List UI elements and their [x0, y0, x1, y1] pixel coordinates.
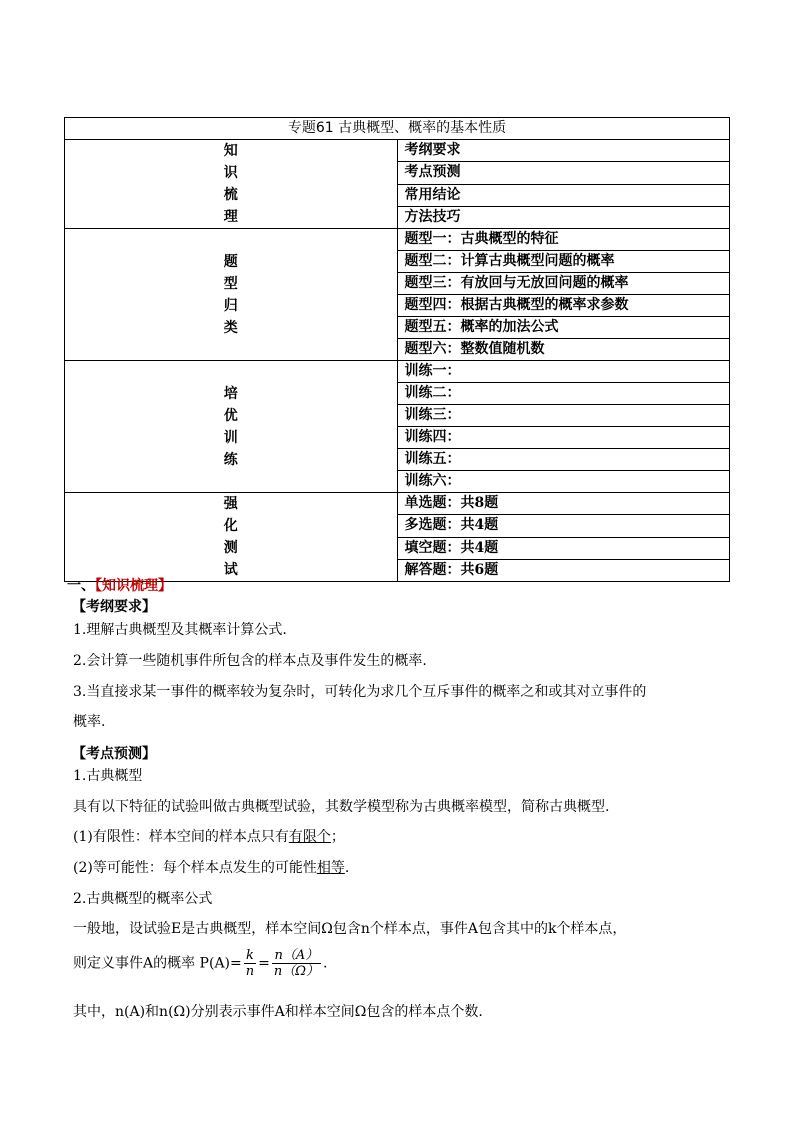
outline-row [65, 229, 730, 251]
finiteness-post: ； [330, 829, 345, 845]
finiteness-line [73, 827, 345, 847]
equal-likelihood-pre: (2)等可能性：每个样本点发生的可能性 [73, 860, 317, 876]
formula-line-2 [73, 948, 327, 979]
equal-likelihood-answer: 相等 [316, 860, 345, 876]
outline-item: 方法技巧 [397, 206, 730, 228]
category-char: 优 [223, 407, 238, 424]
category-char: 梳 [223, 187, 238, 203]
outline-item: 训练三： [397, 405, 730, 427]
category-char: 型 [223, 275, 238, 292]
finiteness-pre: (1)有限性：样本空间的样本点只有 [73, 829, 289, 845]
outline-item: 题型一：古典概型的特征 [397, 229, 730, 251]
outline-category-label [65, 493, 398, 582]
kagang-line-2: 2.会计算一些随机事件所包含的样本点及事件发生的概率. [73, 653, 427, 669]
category-char: 培 [223, 385, 238, 402]
kagang-heading: 【考纲要求】 [72, 599, 156, 615]
category-char: 知 [223, 143, 238, 159]
section-title: 【知识梳理】 [95, 578, 172, 594]
outline-title: 专题61 古典概型、概率的基本性质 [65, 118, 730, 140]
outline-item: 题型五：概率的加法公式 [397, 317, 730, 339]
fraction-nA-over-nOmega [272, 948, 321, 979]
outline-category-label [65, 229, 398, 361]
equal-likelihood-line [73, 858, 349, 878]
formula-prefix: 则定义事件A的概率 P(A)= [73, 955, 242, 972]
outline-item: 多选题：共4题 [397, 515, 730, 537]
fraction-k-denominator: n [245, 964, 255, 979]
section-prefix: 一、 [67, 578, 95, 594]
category-char: 训 [223, 429, 238, 446]
kaodian-heading: 【考点预测】 [72, 746, 156, 762]
kagang-line-3: 3.当直接求某一事件的概率较为复杂时，可转化为求几个互斥事件的概率之和或其对立事件的 [73, 684, 647, 700]
outline-category-label [65, 361, 398, 493]
classic-title: 1.古典概型 [73, 768, 143, 784]
formula-line-3: 其中，n(A)和n(Ω)分别表示事件A和样本空间Ω包含的样本点个数. [73, 1004, 483, 1020]
outline-category-label [65, 140, 398, 229]
outline-item: 题型六：整数值随机数 [397, 339, 730, 361]
outline-item: 训练五： [397, 449, 730, 471]
outline-item: 训练六： [397, 471, 730, 493]
category-char: 理 [223, 209, 238, 225]
finiteness-answer: 有限个 [288, 829, 331, 845]
category-char: 练 [223, 451, 238, 468]
outline-item: 考点预测 [397, 162, 730, 184]
category-char: 识 [223, 165, 238, 181]
outline-item: 题型三：有放回与无放回问题的概率 [397, 273, 730, 295]
formula-equals: = [258, 955, 270, 972]
outline-item: 单选题：共8题 [397, 493, 730, 515]
outline-item: 考纲要求 [397, 140, 730, 162]
outline-item: 常用结论 [397, 184, 730, 206]
outline-item: 解答题：共6题 [397, 559, 730, 581]
outline-item: 训练四： [397, 427, 730, 449]
fraction-nOmega-denominator: n（Ω） [273, 964, 320, 979]
kagang-line-4: 概率. [73, 714, 106, 730]
outline-item: 训练二： [397, 383, 730, 405]
formula-line-1: 一般地，设试验E是古典概型，样本空间Ω包含n个样本点，事件A包含其中的k个样本点， [73, 921, 627, 937]
fraction-k-numerator: k [244, 948, 256, 964]
category-char: 归 [223, 297, 238, 314]
classic-definition: 具有以下特征的试验叫做古典概型试验，其数学模型称为古典概率模型，简称古典概型. [73, 799, 610, 815]
outline-item: 题型四：根据古典概型的概率求参数 [397, 295, 730, 317]
outline-row [65, 493, 730, 515]
fraction-k-over-n [244, 948, 256, 979]
outline-item: 题型二：计算古典概型问题的概率 [397, 251, 730, 273]
category-char: 强 [223, 496, 238, 512]
category-char: 类 [223, 319, 238, 336]
category-char: 测 [223, 540, 238, 556]
category-char: 试 [223, 562, 238, 578]
outline-item: 填空题：共4题 [397, 537, 730, 559]
outline-table [64, 117, 730, 582]
formula-title: 2.古典概型的概率公式 [73, 891, 213, 907]
outline-item: 训练一： [397, 361, 730, 383]
category-char: 题 [223, 253, 238, 270]
outline-row [65, 140, 730, 162]
category-char: 化 [223, 518, 238, 534]
formula-period: . [323, 955, 328, 972]
equal-likelihood-post: . [344, 860, 350, 876]
kagang-line-1: 1.理解古典概型及其概率计算公式. [73, 622, 287, 638]
outline-row [65, 361, 730, 383]
section-heading [67, 576, 172, 596]
fraction-nA-numerator: n（A） [272, 948, 321, 964]
